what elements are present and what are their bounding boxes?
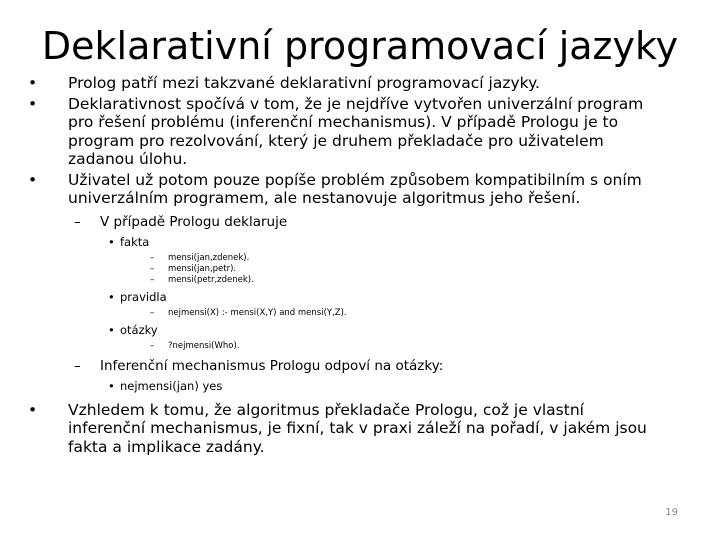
bullet-3-line-2: univerzálním programem, ale nestanovuje algoritmus jeho řešení. <box>68 189 581 207</box>
sub-bullet-facts <box>108 235 700 249</box>
bullet-4-line-1: Vzhledem k tomu, že algoritmus překladače Prologu, což je vlastní <box>68 400 584 419</box>
dash-marker: – <box>150 263 155 274</box>
sub-bullet-facts-text: fakta <box>120 234 150 249</box>
sub-bullet-inference <box>74 358 700 375</box>
bullet-4-line-3: fakta a implikace zadány. <box>68 437 265 456</box>
dash-marker: – <box>150 274 155 285</box>
sub-bullet-rules-text: pravidla <box>120 289 167 304</box>
dash-marker: – <box>74 213 81 230</box>
bullet-3 <box>28 171 700 208</box>
bullet-3-line-1: Uživatel už potom pouze popíše problém způsobem kompatibilním s oním <box>68 170 642 189</box>
fact-item <box>150 275 700 286</box>
dash-marker: – <box>150 307 155 318</box>
bullet-marker: • <box>108 322 115 337</box>
dash-marker: – <box>74 357 81 374</box>
bullet-4-line-2: inferenční mechanismus, je fixní, tak v praxi záleží na pořadí, v jakém jsou <box>68 419 647 437</box>
fact-item-text: mensi(jan,petr). <box>168 263 237 274</box>
bullet-2-line-3: program pro rezolvování, který je druhem překladače pro uživatelem <box>68 131 604 150</box>
sub-bullet-declares <box>74 214 700 231</box>
bullet-2-line-2: pro řešení problému (inferenční mechanismus). V případě Prologu je to <box>68 113 619 131</box>
question-item <box>150 341 700 352</box>
fact-item <box>150 253 700 264</box>
answer-item <box>108 379 700 393</box>
sub-bullet-declares-text: V případě Prologu deklaruje <box>100 213 288 230</box>
fact-item-text: mensi(jan,zdenek). <box>168 252 250 263</box>
question-item-text: ?nejmensi(Who). <box>168 340 240 351</box>
sub-bullet-questions-text: otázky <box>120 322 158 337</box>
bullet-2-line-4: zadanou úlohu. <box>68 150 188 168</box>
sub-bullet-rules <box>108 290 700 304</box>
fact-item-text: mensi(petr,zdenek). <box>168 274 254 285</box>
bullet-marker: • <box>108 289 115 304</box>
slide-content <box>28 74 700 456</box>
fact-item <box>150 264 700 275</box>
sub-bullet-inference-text: Inferenční mechanismus Prologu odpoví na otázky: <box>100 357 444 374</box>
bullet-marker: • <box>28 170 38 189</box>
bullet-marker: • <box>28 94 38 113</box>
answer-item-text: nejmensi(jan) yes <box>120 378 223 393</box>
rule-item-text: nejmensi(X) :- mensi(X,Y) and mensi(Y,Z). <box>168 307 347 318</box>
bullet-marker: • <box>108 378 115 393</box>
bullet-marker: • <box>108 234 115 249</box>
bullet-2-line-1: Deklarativnost spočívá v tom, že je nejdříve vytvořen univerzální program <box>68 94 644 113</box>
dash-marker: – <box>150 340 155 351</box>
bullet-4 <box>28 401 700 457</box>
bullet-1-line-1: Prolog patří mezi takzvané deklarativní programovací jazyky. <box>68 74 540 92</box>
slide-title: Deklarativní programovací jazyky <box>41 24 679 68</box>
bullet-marker: • <box>28 74 38 92</box>
bullet-marker: • <box>28 400 38 419</box>
bullet-1 <box>28 74 700 93</box>
rule-item <box>150 308 700 319</box>
bullet-2 <box>28 95 700 169</box>
page-number: 19 <box>665 507 678 518</box>
dash-marker: – <box>150 252 155 263</box>
sub-bullet-questions <box>108 323 700 337</box>
